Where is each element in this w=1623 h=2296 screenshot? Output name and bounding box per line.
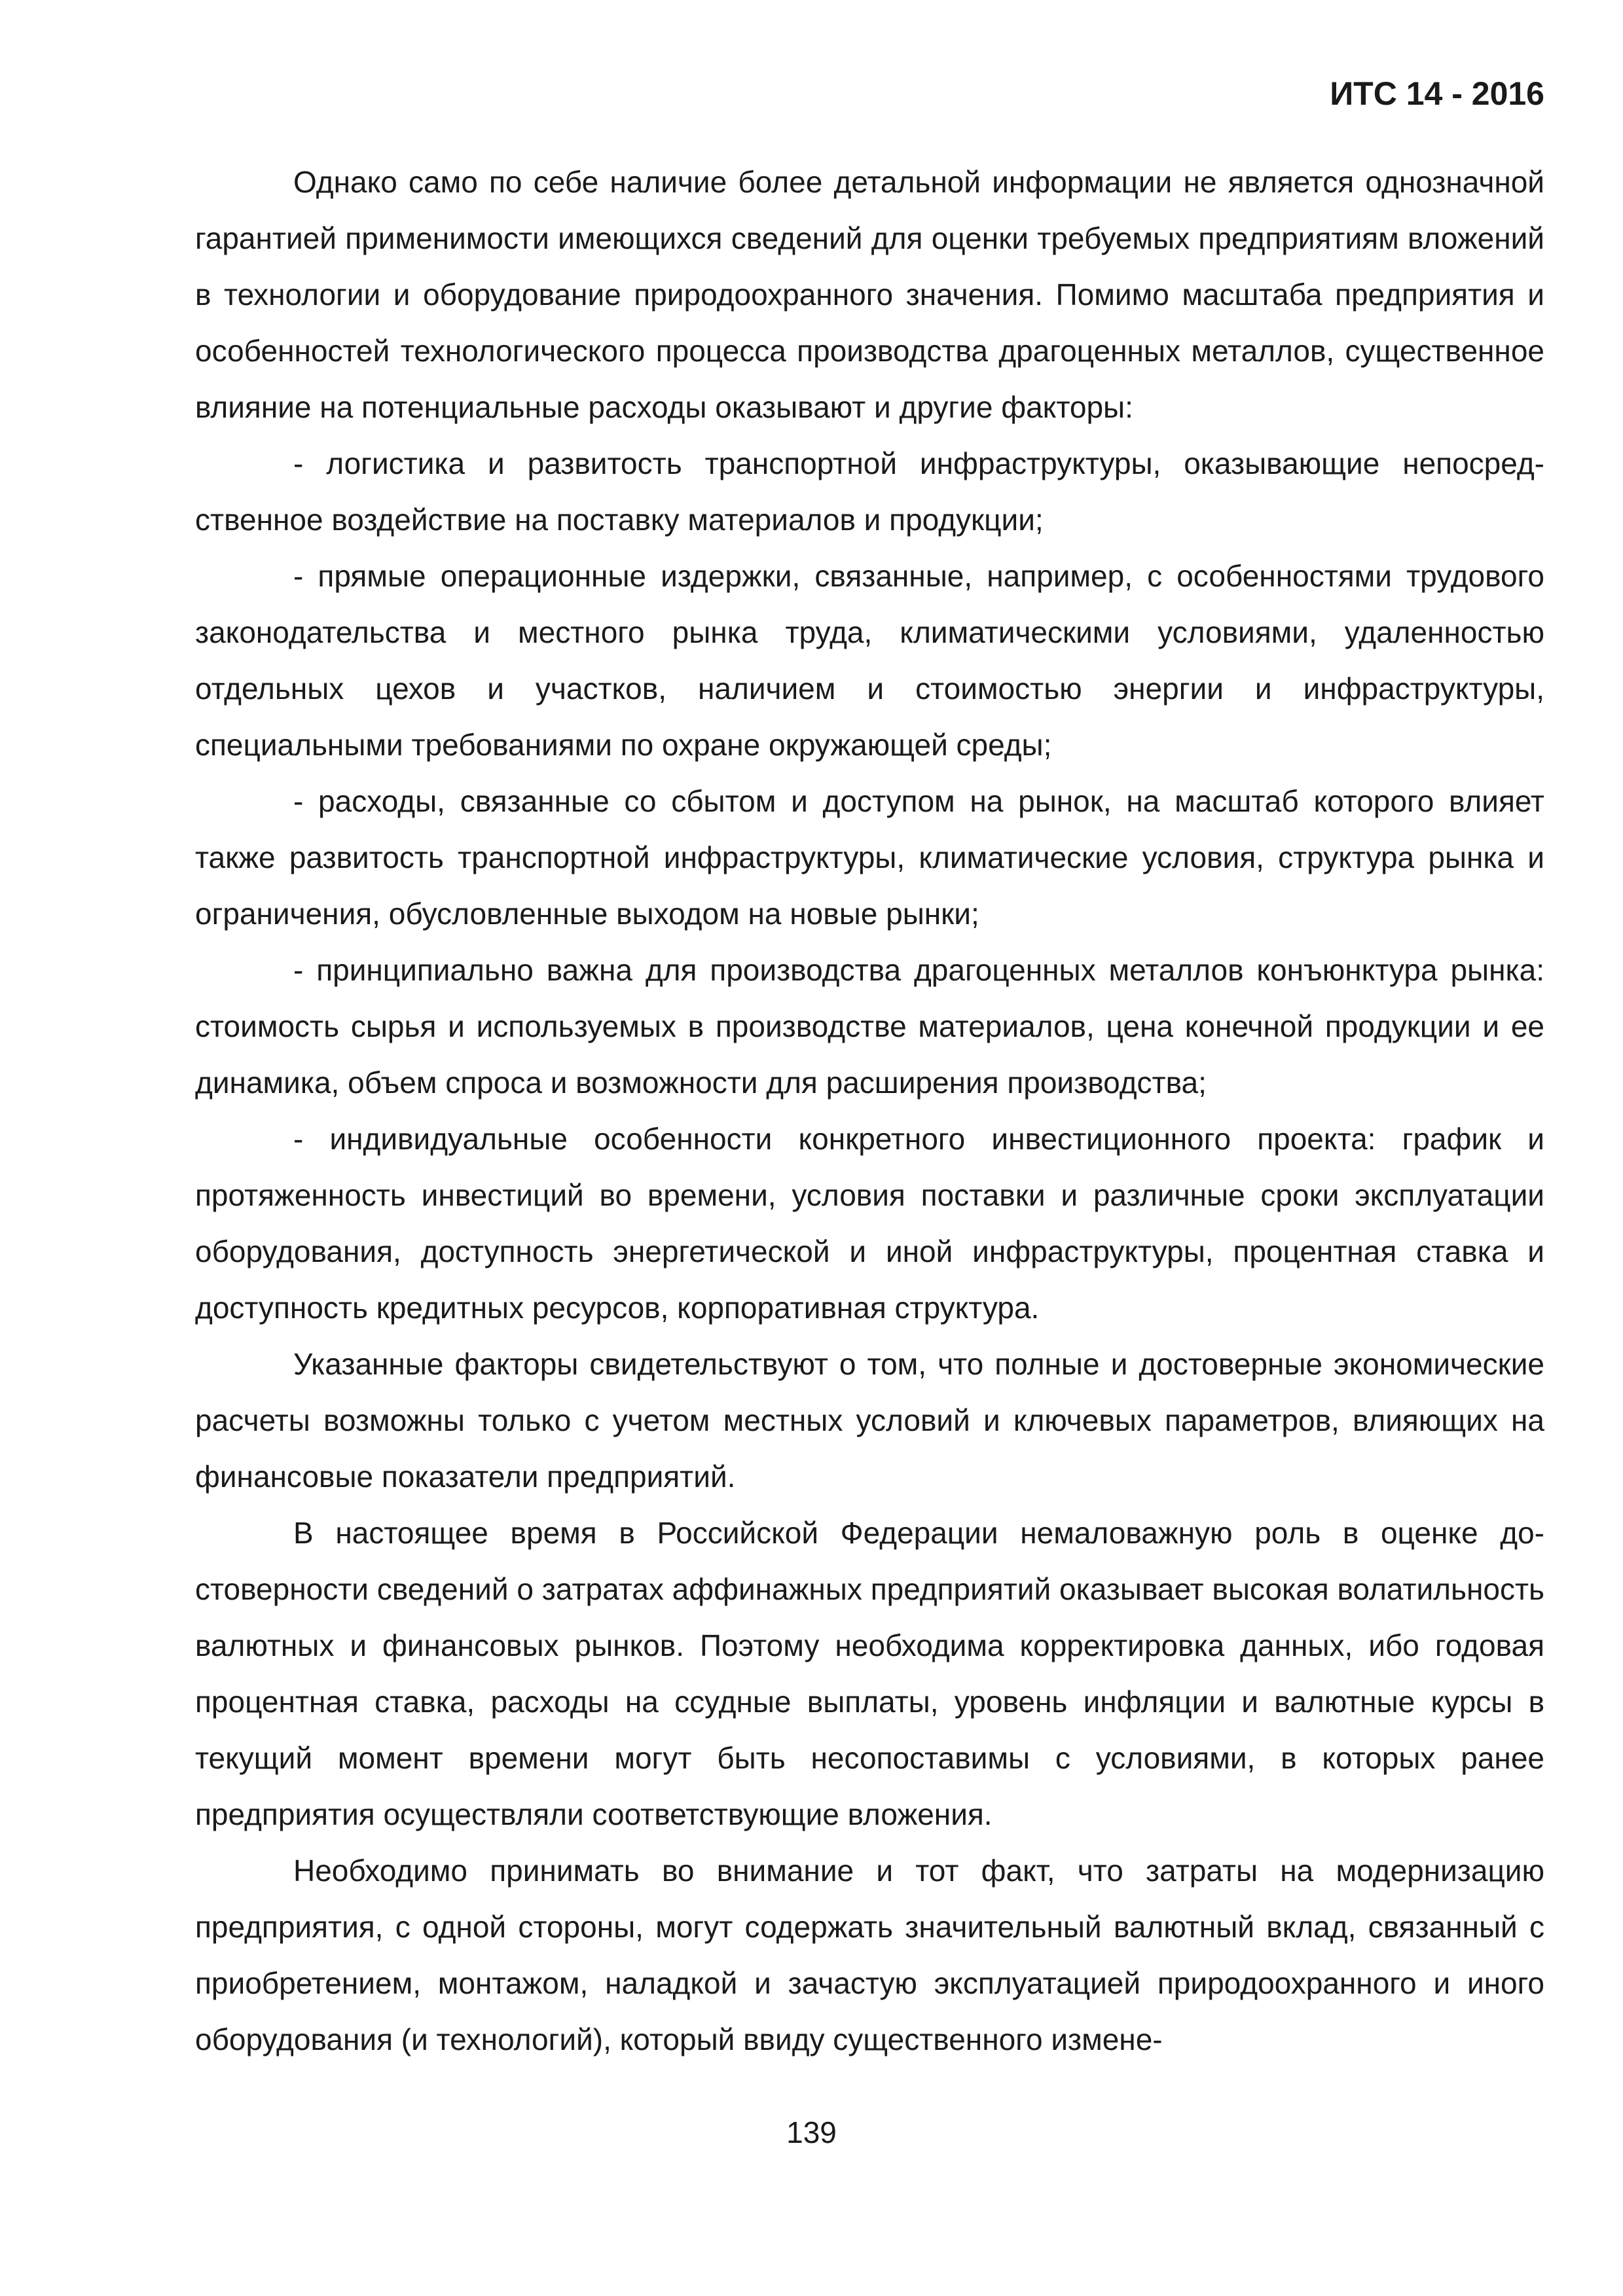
paragraph-project-features: - индивидуальные особенности конкретного инвестиционного проекта: график и протяженность инвестиций во времени, условия поставки и различные сроки эксплуатации оборудования, доступность энергетической и иной инфраструктуры, процентная ставка и доступность кредитных ресурсов, корпоративная структура. [195,1122,1544,1325]
paragraph-market-conditions: - принципиально важна для производства драгоценных металлов конъюнктура рынка: стоимость сырья и используемых в производстве материалов, цена конечной продукции и ее динамика, объем спроса и возможности для расширения производства; [195,953,1544,1100]
document-body [195,154,1544,2068]
paragraph-sales-costs: - расходы, связанные со сбытом и доступом на рынок, на масштаб которого влияет также развитость транспортной инфраструктуры, климатические условия, структура рынка и ограничения, обусловленные выходом на новые рынки; [195,784,1544,931]
paragraph-logistics: - логистика и развитость транспортной инфраструктуры, оказывающие непосредственное воздействие на поставку материалов и продукции; [195,446,1544,537]
paragraph-volatility: В настоящее время в Российской Федерации немаловажную роль в оценке достоверности сведений о затратах аффинажных предприятий оказывает высокая волатильность валютных и финансовых рынков. Поэтому необходима корректировка данных, ибо годовая процентная ставка, расходы на ссудные выплаты, уровень инфляции и валютные курсы в текущий момент времени могут быть несопоставимы с условиями, в которых ранее предприятия осуществляли соответствующие вложения. [195,1516,1544,1831]
paragraph-operating-costs: - прямые операционные издержки, связанные, например, с особенностями трудового законодательства и местного рынка труда, климатическими условиями, удаленностью отдельных цехов и участков, наличием и стоимостью энергии и инфраструктуры, специальными требованиями по охране окружающей среды; [195,559,1544,762]
paragraph-intro: Однако само по себе наличие более детальной информации не является однозначной гарантией применимости имеющихся сведений для оценки требуемых предприятиям вложений в технологии и оборудование природоохранного значения. Помимо масштаба предприятия и особенностей технологического процесса производства драгоценных металлов, существенное влияние на потенциальные расходы оказывают и другие факторы: [195,165,1544,424]
document-header-id: ИТС 14 - 2016 [1330,75,1544,112]
paragraph-modernization: Необходимо принимать во внимание и тот факт, что затраты на модернизацию предприятия, с одной стороны, могут содержать значительный валютный вклад, связанный с приобретением, монтажом, наладкой и зачастую эксплуатацией природоохранного и иного оборудования (и технологий), который ввиду существенного измене- [195,1854,1544,2056]
page-number: 139 [786,2115,837,2149]
paragraph-factors-conclusion: Указанные факторы свидетельствуют о том, что полные и достоверные экономические расчеты возможны только с учетом местных условий и ключевых параметров, влияющих на финансовые показатели предприятий. [195,1347,1544,1494]
